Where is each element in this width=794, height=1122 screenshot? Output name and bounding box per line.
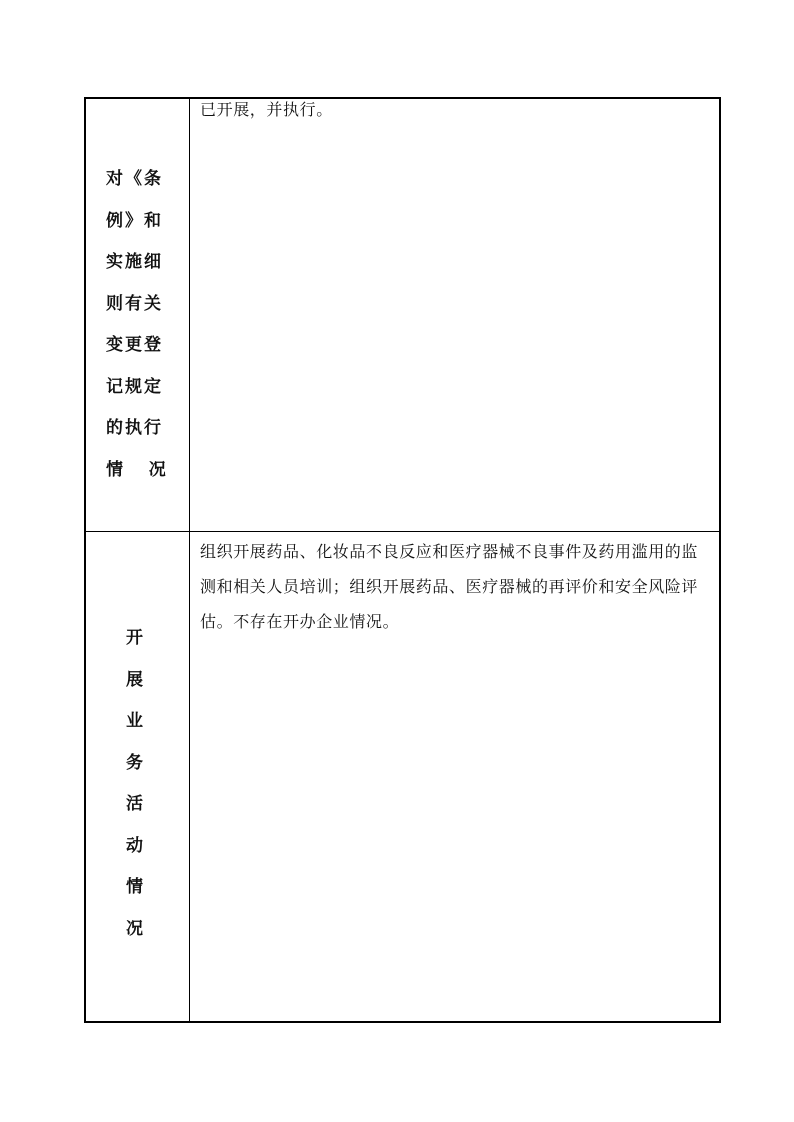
row-label-line: 情 [126, 877, 143, 897]
row-label-line: 对《条 [106, 169, 163, 189]
row-label [126, 618, 156, 950]
row-content-text: 组织开展药品、化妆品不良反应和医疗器械不良事件及药用滥用的监测和相关人员培训；组织开展药品、医疗器械的再评价和安全风险评估。不存在开办企业情况。 [200, 542, 699, 631]
row-label-line: 展 [126, 669, 143, 690]
row-label-line: 务 [126, 752, 143, 773]
row-label-line: 开 [126, 628, 143, 648]
info-table [84, 97, 721, 1023]
row-content-text: 已开展，并执行。 [200, 100, 333, 119]
row-content-cell [190, 532, 719, 1021]
row-label-line: 情 况 [106, 459, 168, 480]
row-label-line: 业 [126, 711, 143, 731]
row-label-line: 记规定 [106, 376, 163, 397]
row-label-line: 况 [126, 918, 143, 939]
row-content-cell [190, 99, 719, 531]
row-label-line: 动 [126, 835, 143, 856]
row-label-cell [86, 99, 190, 531]
row-label-line: 实施细 [106, 252, 163, 272]
table-row-business-activities [86, 532, 719, 1021]
row-label-line: 变更登 [106, 335, 163, 355]
row-label [106, 159, 176, 491]
table-row-registration-change [86, 99, 719, 532]
row-label-line: 则有关 [106, 293, 163, 314]
row-label-line: 活 [126, 794, 143, 814]
row-label-line: 例》和 [106, 210, 163, 231]
row-label-cell [86, 532, 190, 1021]
row-label-line: 的执行 [106, 418, 163, 438]
